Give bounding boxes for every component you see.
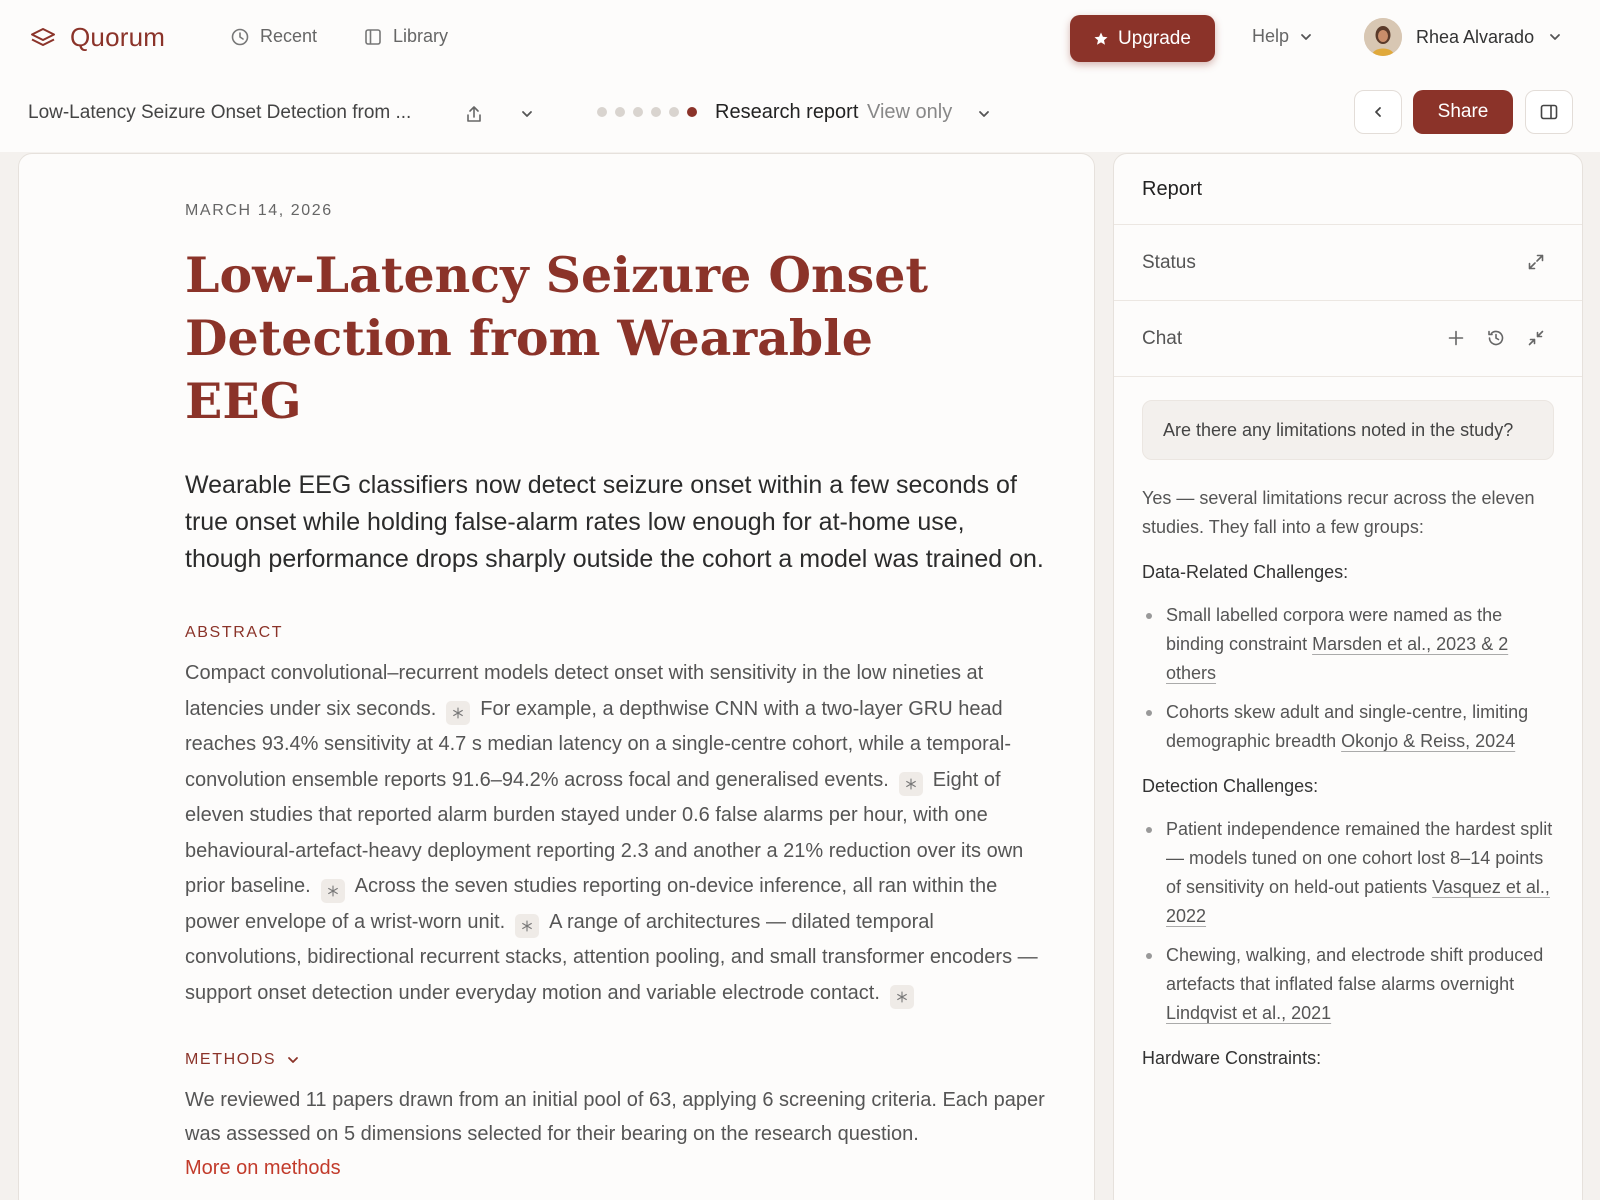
methods-text — [185, 1083, 1045, 1185]
answer-item-text: Chewing, walking, and electrode shift produced artefacts that inflated false alarms overnight — [1166, 945, 1544, 994]
answer-item-text: Small labelled corpora were named as the binding constraint — [1166, 605, 1503, 654]
plus-icon[interactable] — [1446, 328, 1466, 348]
progress-dot — [651, 107, 661, 117]
upgrade-button[interactable] — [1070, 15, 1215, 62]
chevron-left-icon — [1371, 105, 1385, 119]
progress-indicator — [597, 107, 697, 117]
abstract-sentence: A range of architectures — dilated temporal convolutions, bidirectional recurrent stacks, attention pooling, and small transformer encoders — support onset detection under everyday motion and variable electrode contact. — [185, 910, 1038, 1004]
reference-link[interactable]: Okonjo & Reiss, 2024 — [1341, 731, 1516, 751]
progress-dot — [669, 107, 679, 117]
share-button[interactable]: Share — [1413, 90, 1513, 134]
citation-badge[interactable] — [321, 879, 345, 903]
chat-answer — [1142, 484, 1554, 1073]
abstract-sentence: Across the seven studies reporting on-device inference, all ran within the power envelope of a wrist-worn unit. — [185, 875, 998, 933]
answer-group-title: Data-Related Challenges: — [1142, 562, 1349, 582]
answer-item-text: Patient independence remained the hardest split — models tuned on one cohort lost 8–14 points of sensitivity on held-out patients — [1166, 819, 1553, 897]
citation-badge[interactable] — [899, 772, 923, 796]
nav-recent[interactable] — [230, 26, 317, 47]
list-item — [1142, 601, 1554, 688]
progress-dot — [597, 107, 607, 117]
toggle-panel-button[interactable] — [1525, 90, 1573, 134]
asterisk-icon — [326, 884, 340, 898]
book-icon — [363, 27, 383, 47]
report-document — [18, 153, 1095, 1200]
star-icon — [1094, 32, 1108, 46]
nav-recent-label: Recent — [260, 26, 318, 46]
report-date: MARCH 14, 2026 — [185, 202, 333, 219]
nav-library-label: Library — [393, 26, 449, 46]
document-toolbar — [0, 76, 1600, 152]
reference-link[interactable]: Marsden et al., 2023 & 2 others — [1166, 634, 1509, 683]
status-label: Status — [1142, 251, 1196, 273]
abstract-sentence: Compact convolutional–recurrent models detect onset with sensitivity in the low nineties at latencies under six seconds. — [185, 662, 984, 720]
layers-icon — [30, 27, 56, 49]
abstract-heading — [185, 624, 1055, 642]
citation-badge[interactable] — [446, 701, 470, 725]
list-item — [1142, 815, 1554, 931]
app-logo[interactable] — [30, 22, 165, 53]
sidebar-icon — [1539, 102, 1559, 122]
top-navigation — [0, 0, 1600, 76]
progress-dot — [615, 107, 625, 117]
abstract-text — [185, 656, 1045, 1011]
panel-title: Report — [1114, 154, 1582, 225]
chat-question: Are there any limitations noted in the study? — [1142, 400, 1554, 460]
avatar — [1364, 18, 1402, 56]
chat-label: Chat — [1142, 327, 1183, 349]
collapse-icon[interactable] — [1526, 328, 1546, 348]
answer-group-title: Hardware Constraints: — [1142, 1048, 1322, 1068]
history-icon[interactable] — [1486, 328, 1506, 348]
abstract-sentence: Eight of eleven studies that reported alarm burden stayed under 0.6 false alarms per hour, with one behavioural-artefact-heavy deployment reporting 2.3 and another a 21% reduction over its own prior baseline. — [185, 768, 1024, 897]
help-menu[interactable] — [1252, 26, 1313, 47]
access-level[interactable]: View only — [867, 101, 953, 123]
chevron-down-icon[interactable] — [520, 107, 534, 121]
asterisk-icon — [904, 777, 918, 791]
app-name: Quorum — [70, 22, 166, 52]
methods-summary: We reviewed 11 papers drawn from an initial pool of 63, applying 6 screening criteria. Each paper was assessed on 5 dimensions selected for their bearing on the research question. — [185, 1089, 1045, 1145]
answer-list — [1142, 601, 1554, 756]
upgrade-label: Upgrade — [1118, 27, 1191, 49]
user-name: Rhea Alvarado — [1416, 26, 1535, 47]
citation-badge[interactable] — [890, 985, 914, 1009]
page-title: Low-Latency Seizure Onset Detection from Wearable EEG — [185, 246, 929, 430]
document-title-tab[interactable]: Low-Latency Seizure Onset Detection from ... — [28, 102, 412, 123]
chevron-down-icon — [1548, 30, 1562, 44]
clock-icon — [230, 27, 250, 47]
citation-badge[interactable] — [515, 914, 539, 938]
nav-library[interactable] — [363, 26, 448, 47]
list-item — [1142, 698, 1554, 756]
help-label: Help — [1252, 26, 1290, 46]
methods-label: METHODS — [185, 1051, 277, 1068]
asterisk-icon — [451, 706, 465, 720]
report-summary: Wearable EEG classifiers now detect seizure onset within a few seconds of true onset while holding false-alarm rates low enough for at-home use, though performance drops sharply outside the cohort a model was trained on. — [185, 471, 1044, 573]
methods-toggle[interactable] — [185, 1051, 1055, 1069]
answer-groups — [1142, 558, 1554, 1073]
answer-group-title: Detection Challenges: — [1142, 776, 1319, 796]
reference-link[interactable]: Vasquez et al., 2022 — [1166, 877, 1550, 926]
upload-icon[interactable] — [464, 104, 484, 124]
abstract-label: ABSTRACT — [185, 624, 284, 641]
chevron-down-icon — [1299, 30, 1313, 44]
answer-intro: Yes — several limitations recur across the eleven studies. They fall into a few groups: — [1142, 488, 1535, 537]
answer-list — [1142, 815, 1554, 1028]
back-button[interactable] — [1354, 90, 1402, 134]
chevron-down-icon[interactable] — [977, 107, 991, 121]
list-item — [1142, 941, 1554, 1028]
reference-link[interactable]: Lindqvist et al., 2021 — [1166, 1003, 1332, 1023]
answer-item-text: Cohorts skew adult and single-centre, limiting demographic breadth — [1166, 702, 1529, 751]
report-type: Research report — [715, 101, 859, 123]
progress-dot — [633, 107, 643, 117]
asterisk-icon — [520, 919, 534, 933]
progress-dot — [687, 107, 697, 117]
more-on-methods-link[interactable]: More on methods — [185, 1157, 341, 1179]
status-section[interactable] — [1114, 225, 1582, 301]
chevron-down-icon — [286, 1053, 300, 1067]
asterisk-icon — [895, 990, 909, 1004]
report-side-panel — [1113, 153, 1583, 1200]
abstract-sentence: For example, a depthwise CNN with a two-layer GRU head reaches 93.4% sensitivity at 4.7 s median latency on a single-centre cohort, while a temporal-convolution ensemble reports 91.6–94.2% across focal and generalised events. — [185, 697, 1011, 791]
expand-icon[interactable] — [1526, 252, 1546, 272]
chat-section — [1114, 301, 1582, 377]
user-menu[interactable] — [1364, 18, 1562, 56]
